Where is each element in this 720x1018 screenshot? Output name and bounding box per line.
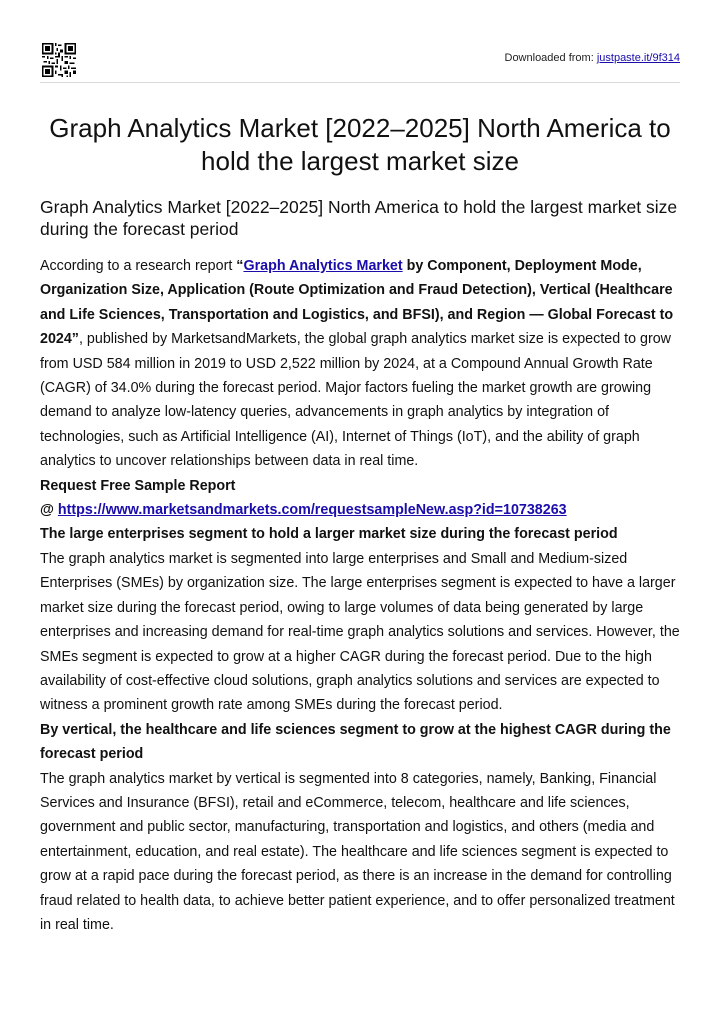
section2-heading: By vertical, the healthcare and life sciences segment to grow at the highest CAGR during the forecast period — [40, 721, 671, 763]
intro-open-quote: “ — [236, 258, 244, 274]
intro-text: , published by MarketsandMarkets, the global graph analytics market size is expected to grow from USD 584 million in 2019 to USD 2,522 million by 2024, at a Compound Annual Growth Rate (CAGR) of 34.0% during the forecast period. Major factors fueling the market growth are growing demand to analyze low-latency queries, advancements in graph analytics by integration of technologies, such as Artificial Intelligence (AI), Internet of Things (IoT), and the ability of graph analytics to uncover relationships between data in real time. — [40, 331, 671, 470]
page-subtitle: Graph Analytics Market [2022–2025] North America to hold the largest market size during the forecast period — [40, 197, 678, 239]
download-label: Downloaded from: — [504, 52, 597, 64]
report-title: by Component, Deployment Mode, Organization Size, Application (Route Optimization and Fraud Detection), Vertical (Healthcare and Life Sciences, Transportation and Logistics, and BFSI), and Region — Global Forecast to 2024” — [40, 258, 674, 348]
download-source-link[interactable]: justpaste.it/9f314 — [596, 52, 680, 64]
sample-link[interactable]: https://www.marketsandmarkets.com/requestsampleNew.asp?id=10738263 — [57, 502, 567, 519]
header-divider — [40, 82, 680, 83]
intro-paragraph — [40, 254, 682, 474]
report-link[interactable]: Graph Analytics Market — [243, 258, 403, 274]
qr-code-icon — [42, 43, 76, 77]
article-body — [40, 254, 682, 937]
section2-text: The graph analytics market by vertical is segmented into 8 categories, namely, Banking, Financial Services and Insurance (BFSI), retail and eCommerce, telecom, healthcare and life sciences, government and public sector, manufacturing, transportation and logistics, and others (media and entertainment, education, and real estate). The healthcare and life sciences segment is expected to grow at a rapid pace during the forecast period, as there is an increase in the demand for controlling fraud related to health data, to achieve better patient experience, and to offer personalized treatment in real time. — [40, 770, 675, 933]
page-header — [0, 0, 720, 84]
sample-label: Request Free Sample Report — [40, 477, 236, 494]
intro-lead: According to a research report — [40, 258, 237, 274]
download-source — [505, 52, 681, 64]
page-title: Graph Analytics Market [2022–2025] North America to hold the largest market size — [49, 113, 671, 176]
sample-at: @ — [40, 502, 58, 519]
section1-text: The graph analytics market is segmented into large enterprises and Small and Medium-sized Enterprises (SMEs) by organization size. The large enterprises segment is expected to have a larger market size during the forecast period, owing to large volumes of data being generated by large enterprises and increasing demand for real-time graph analytics solutions and services. However, the SMEs segment is expected to grow at a higher CAGR during the forecast period. Due to the high availability of cost-effective cloud solutions, graph analytics solutions and services are expected to witness a prominent growth rate among SMEs during the forecast period. — [40, 550, 680, 714]
sample-link-line — [40, 498, 682, 522]
section1-heading: The large enterprises segment to hold a larger market size during the forecast period — [40, 526, 618, 543]
